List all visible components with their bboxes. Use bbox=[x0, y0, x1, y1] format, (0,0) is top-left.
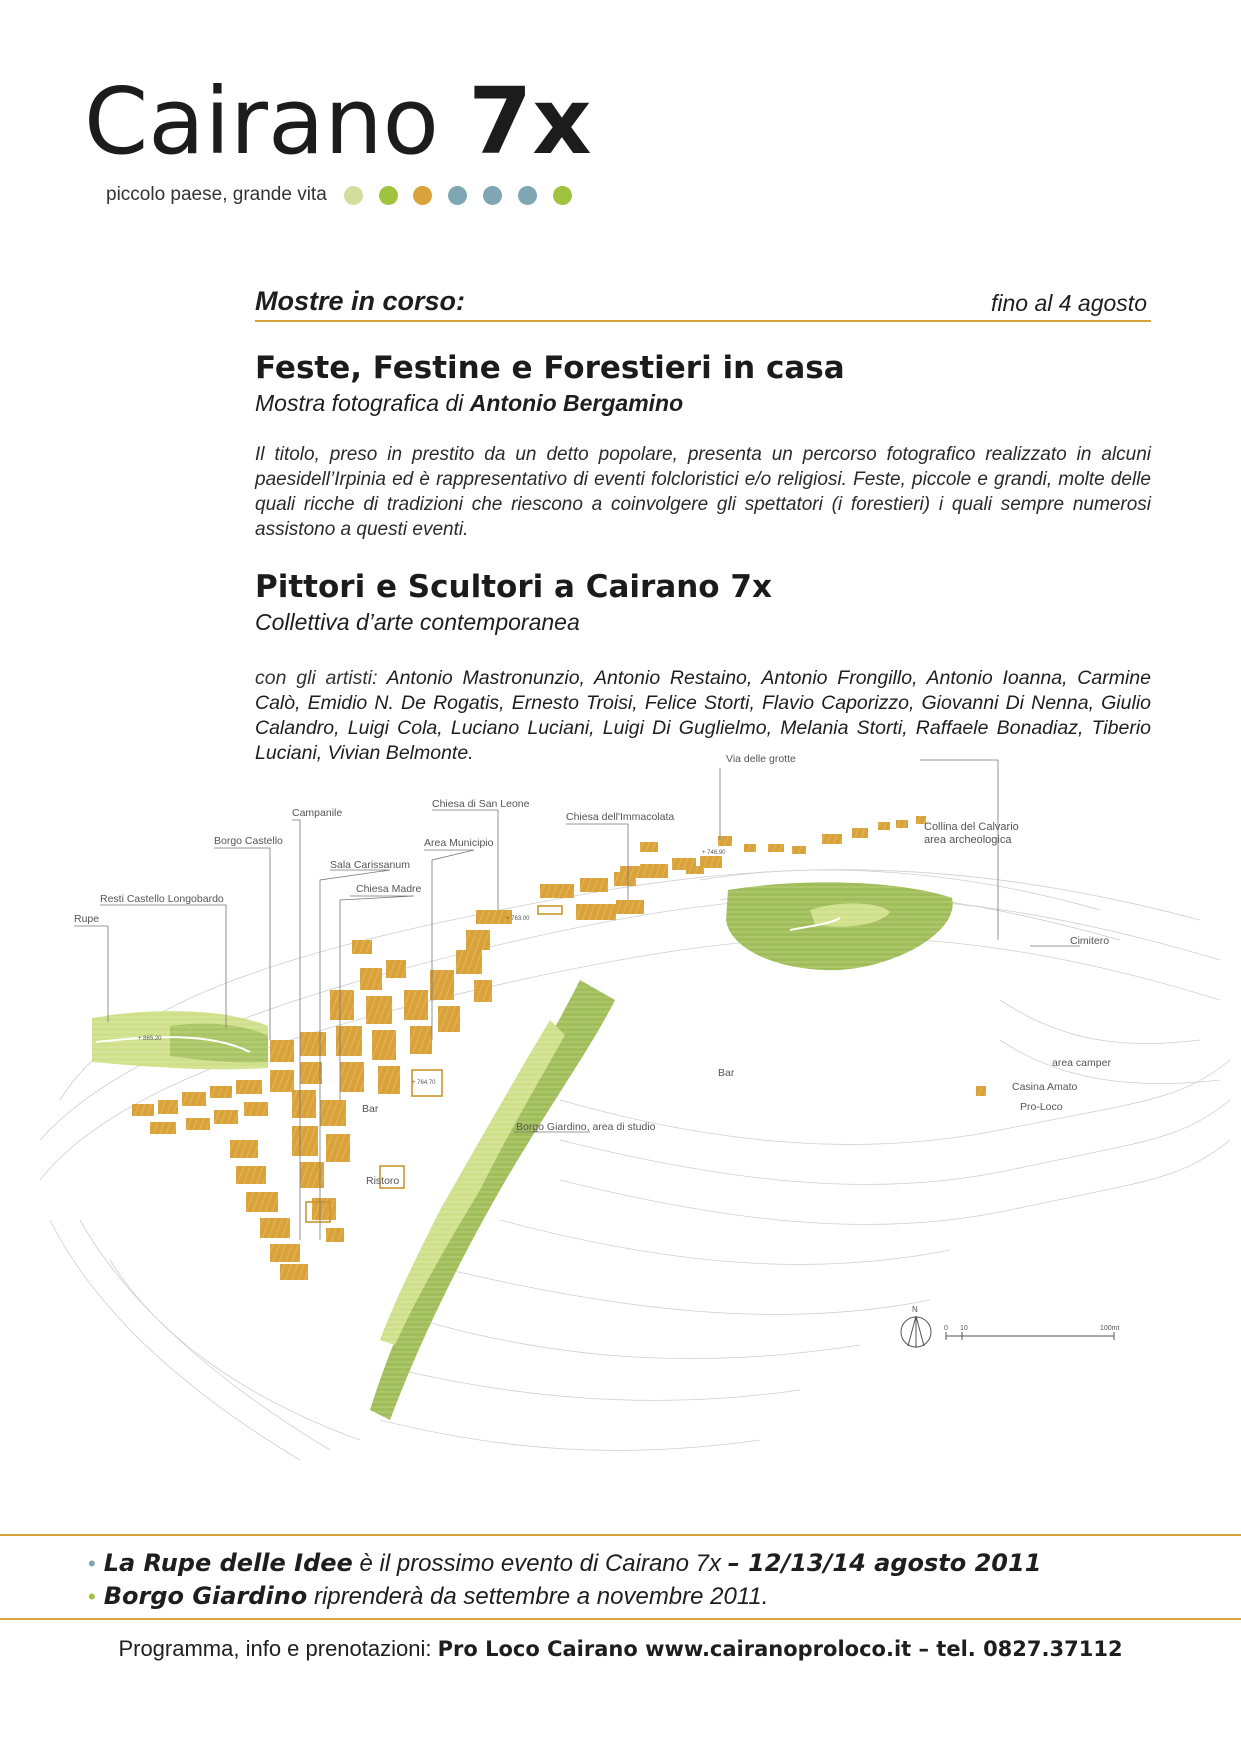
green-area-borgo-giardino bbox=[370, 980, 615, 1420]
exhibition2-subtitle: Collettiva d’arte contemporanea bbox=[255, 609, 580, 635]
exhibition1-subtitle bbox=[255, 390, 683, 417]
exhibition1-author: Antonio Bergamino bbox=[469, 390, 684, 416]
contact-line bbox=[0, 1636, 1241, 1662]
map-label-chiesa-immacolata: Chiesa dell'Immacolata bbox=[566, 811, 675, 823]
map-label-borgo-castello: Borgo Castello bbox=[214, 835, 283, 847]
map-label-rupe: Rupe bbox=[74, 913, 100, 925]
scale-label: 0 bbox=[944, 1325, 948, 1332]
map-elevation: + 746.90 bbox=[702, 850, 726, 856]
logo-title-bold: 7x bbox=[468, 68, 592, 175]
exhibition2-title: Pittori e Scultori a Cairano 7x bbox=[255, 569, 772, 605]
contour-lines bbox=[40, 870, 1230, 1460]
event1-name: La Rupe delle Idee bbox=[103, 1549, 353, 1577]
artists-list: Antonio Mastronunzio, Antonio Restaino, Antonio Frongillo, Antonio Ioanna, Carmine Calò, Emidio N. De Rogatis, Ernesto Troisi, Felice Storti, Flavio Caporizzo, Giovanni Di Nenna, Giulio Calandro, Luigi Cola, Luciano Luciani, Luigi Di Guglielmo, Melania Storti, Raffaele Bonadiaz, Tiberio Luciani, Vivian Belmonte. bbox=[255, 667, 1151, 764]
map-label-borgo-giardino: Borgo Giardino, area di studio bbox=[516, 1121, 656, 1133]
map-label-cimitero: Cimitero bbox=[1070, 935, 1110, 947]
event2-name: Borgo Giardino bbox=[103, 1582, 308, 1610]
map-label-bar: Bar bbox=[718, 1067, 735, 1079]
map-elevation: + 763.00 bbox=[506, 916, 530, 922]
exhibition2-artists bbox=[255, 666, 1151, 766]
bullet-icon: • bbox=[88, 1584, 96, 1609]
event1-date: – 12/13/14 agosto 2011 bbox=[727, 1549, 1042, 1577]
map-label-pro-loco: Pro-Loco bbox=[1020, 1101, 1063, 1113]
village-map bbox=[0, 753, 1241, 1520]
map-label-chiesa-madre: Chiesa Madre bbox=[356, 883, 422, 895]
divider-bottom bbox=[0, 1618, 1241, 1620]
exhibition1-subtitle-prefix: Mostra fotografica di bbox=[255, 390, 470, 416]
north-arrow bbox=[901, 1316, 931, 1348]
scale-bar bbox=[946, 1332, 1114, 1340]
map-label-casina-amato: Casina Amato bbox=[1012, 1081, 1078, 1093]
contact-label: Programma, info e prenotazioni: bbox=[118, 1636, 438, 1661]
logo-tagline: piccolo paese, grande vita bbox=[106, 184, 327, 205]
map-label-collina-line1: Collina del Calvario bbox=[924, 821, 1019, 833]
green-area-borgo-giardino-light bbox=[380, 1020, 565, 1345]
logo-dot bbox=[379, 186, 398, 205]
map-elevation: + 764.70 bbox=[412, 1080, 436, 1086]
artists-label: con gli artisti: bbox=[255, 667, 387, 689]
map-label-sala-carissanum: Sala Carissanum bbox=[330, 859, 410, 871]
logo-title-light: Cairano bbox=[84, 68, 469, 175]
map-label-chiesa-san-leone: Chiesa di San Leone bbox=[432, 798, 530, 810]
map-label-area-municipio: Area Municipio bbox=[424, 837, 494, 849]
logo-dot bbox=[553, 186, 572, 205]
divider-top bbox=[0, 1534, 1241, 1536]
event-line-2 bbox=[88, 1582, 768, 1611]
event2-text: riprenderà da settembre a novembre 2011. bbox=[307, 1583, 769, 1610]
event1-text: è il prossimo evento di Cairano 7x bbox=[352, 1550, 728, 1577]
section-heading: Mostre in corso: bbox=[255, 286, 466, 316]
logo-dot bbox=[413, 186, 432, 205]
map-label-resti-castello: Resti Castello Longobardo bbox=[100, 893, 224, 905]
scale-label: 100mt bbox=[1100, 1325, 1120, 1332]
logo-title bbox=[84, 68, 592, 175]
section-heading-bar bbox=[255, 286, 1151, 322]
map-label-ristoro: Ristoro bbox=[366, 1175, 400, 1187]
exhibition1-description: Il titolo, preso in prestito da un detto popolare, presenta un percorso fotografico realizzato in alcuni paesidell’Irpinia ed è rappresentativo di eventi folcloristici e/o religiosi. Feste, piccole e grandi, molte delle quali ricche di tradizioni che riescono a coinvolgere gli spettatori (i forestieri) i quali sempre numerosi assistono a questi eventi. bbox=[255, 444, 1151, 540]
logo-dot bbox=[344, 186, 363, 205]
logo-dot bbox=[448, 186, 467, 205]
map-elevation: + 865.20 bbox=[138, 1036, 162, 1042]
map-label-area-camper: area camper bbox=[1052, 1057, 1111, 1069]
map-label-collina bbox=[924, 821, 1019, 847]
map-label-via-grotte: Via delle grotte bbox=[726, 753, 796, 765]
north-label: N bbox=[912, 1305, 918, 1314]
scale-label: 10 bbox=[960, 1325, 968, 1332]
event-line-1 bbox=[88, 1549, 1041, 1578]
exhibition1-title: Feste, Festine e Forestieri in casa bbox=[255, 350, 845, 386]
logo-dot bbox=[483, 186, 502, 205]
map-label-campanile: Campanile bbox=[292, 807, 343, 819]
section-date: fino al 4 agosto bbox=[990, 290, 1147, 316]
bullet-icon: • bbox=[88, 1551, 96, 1576]
logo-dot bbox=[518, 186, 537, 205]
map-label-bar: Bar bbox=[362, 1103, 379, 1115]
map-label-collina-line2: area archeologica bbox=[924, 834, 1012, 846]
contact-info: Pro Loco Cairano www.cairanoproloco.it – tel. 0827.37112 bbox=[437, 1637, 1123, 1661]
